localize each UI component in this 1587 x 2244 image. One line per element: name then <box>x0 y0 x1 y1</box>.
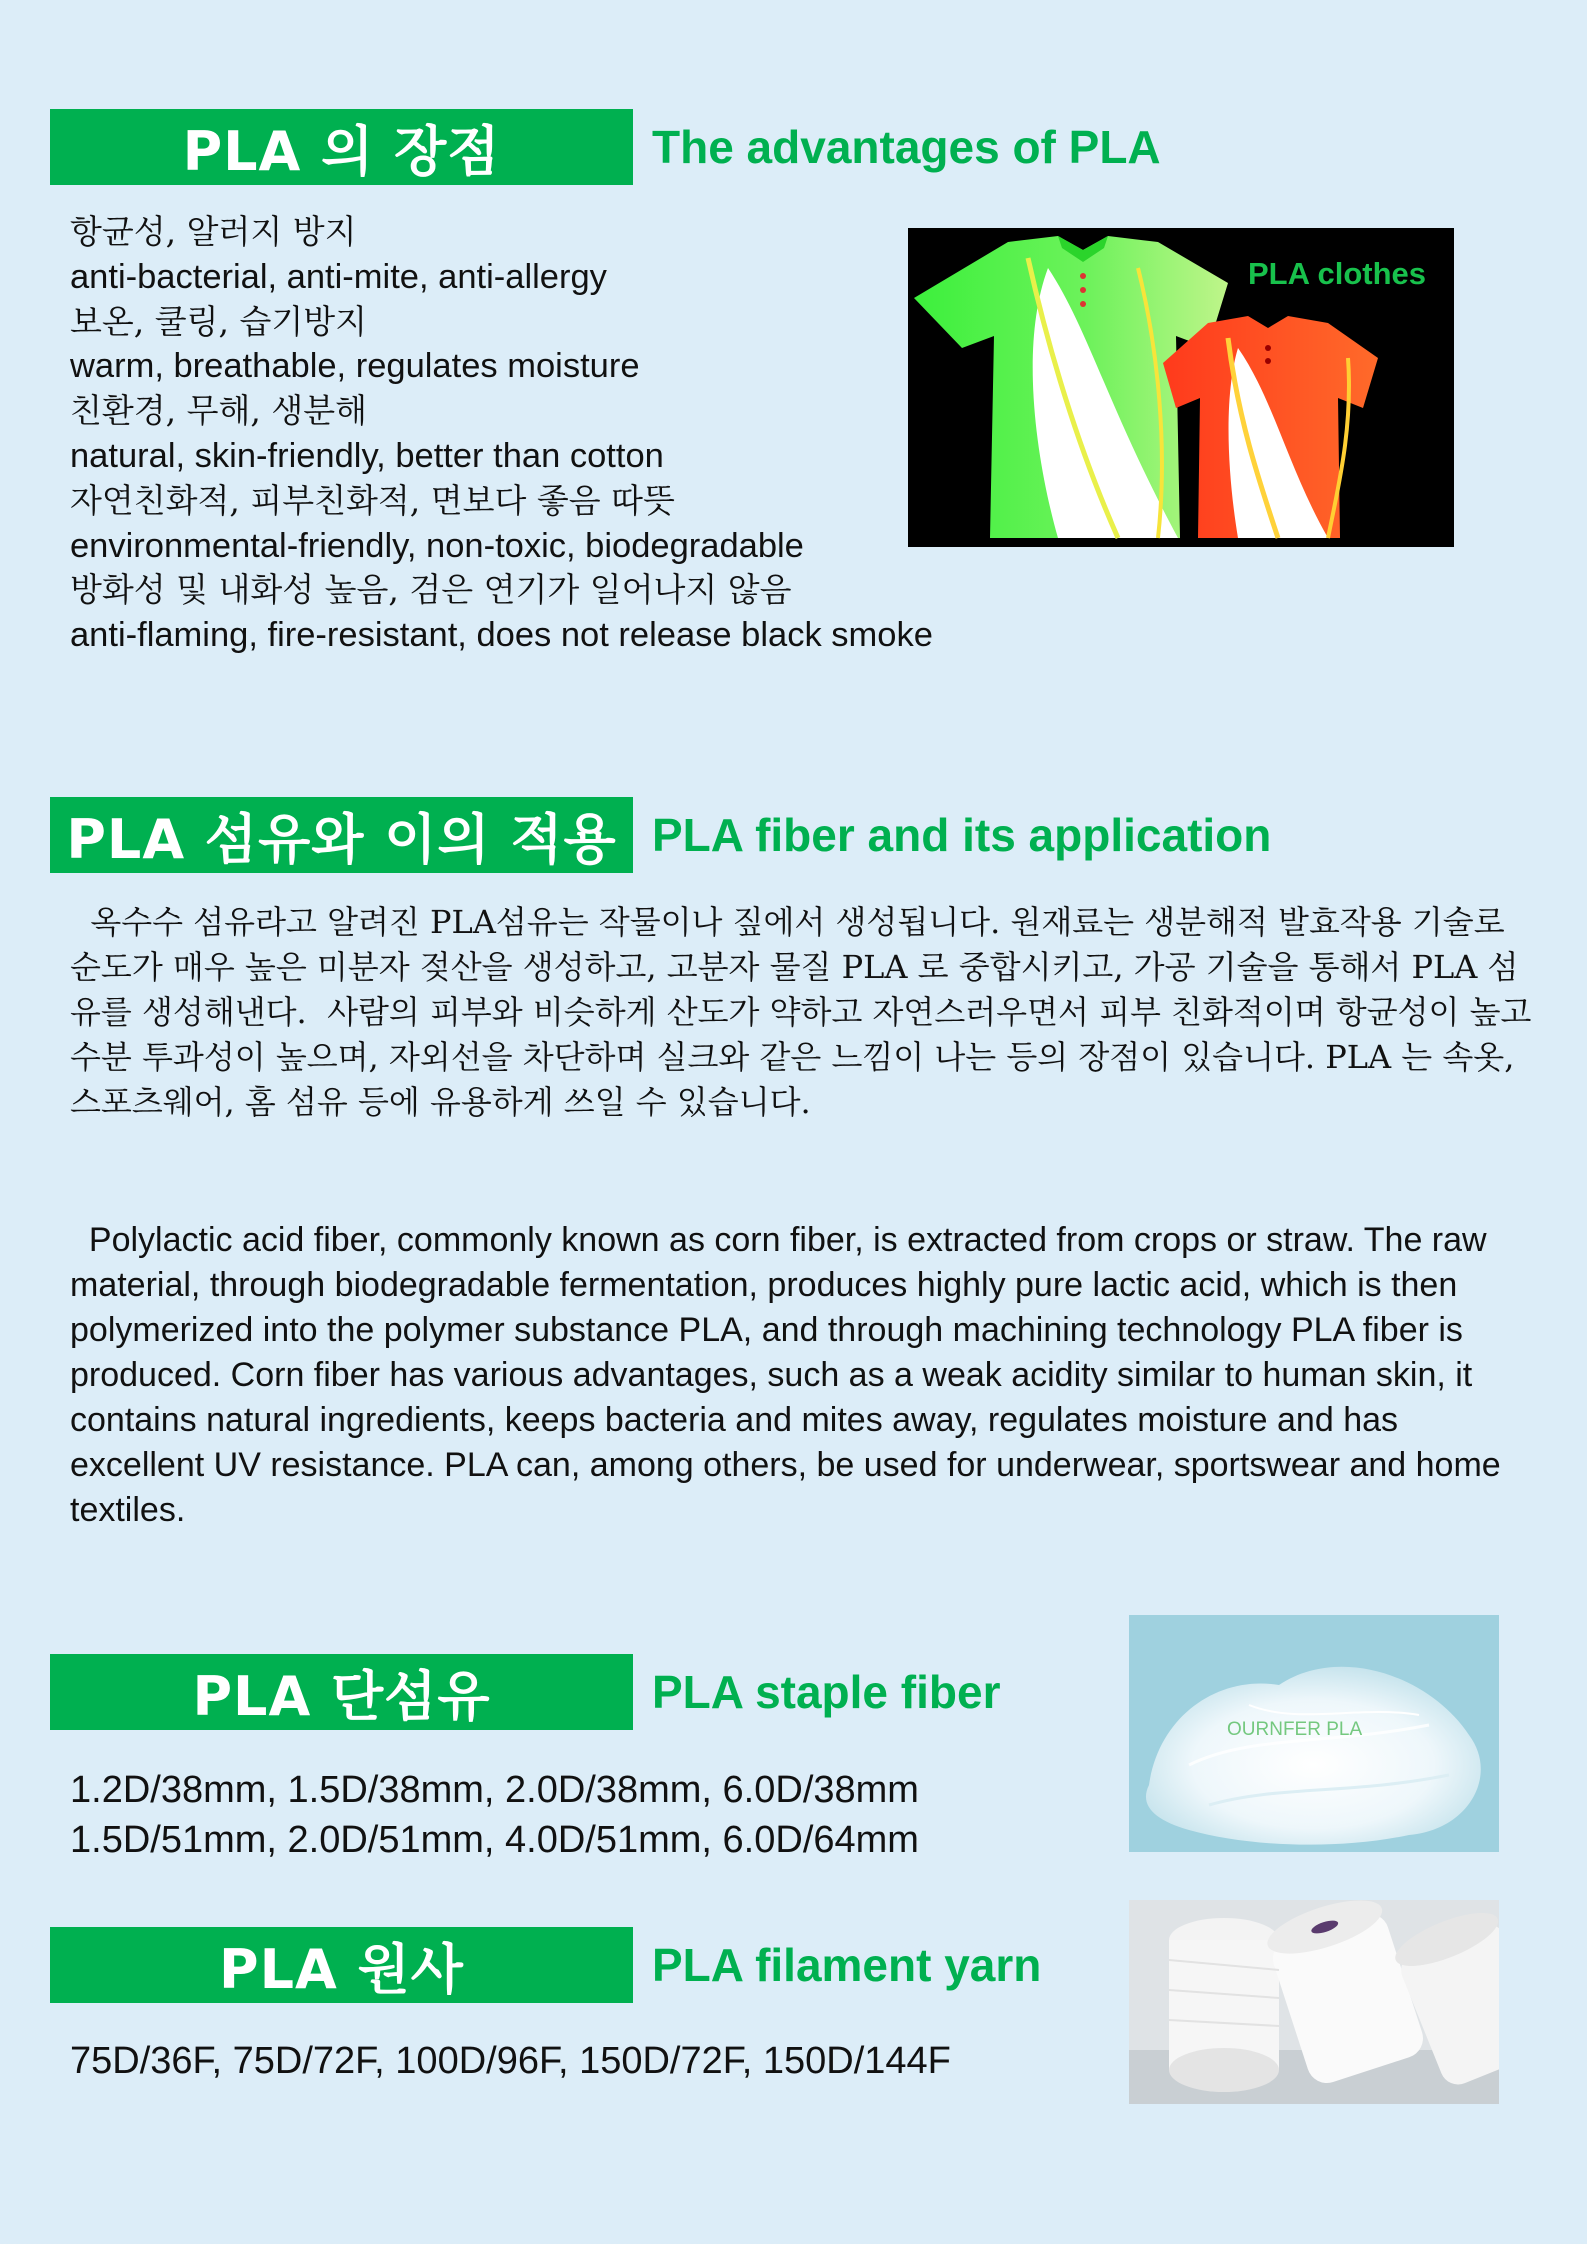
advantage-line: warm, breathable, regulates moisture <box>70 347 640 386</box>
section-fiber-header-en: PLA fiber and its application <box>652 809 1272 861</box>
advantage-line: environmental-friendly, non-toxic, biodegradable <box>70 526 804 565</box>
filament-yarn-image <box>1129 1900 1499 2104</box>
advantage-line: 방화성 및 내화성 높음, 검은 연기가 일어나지 않음 <box>70 570 792 610</box>
header-ko-text: PLA 의 장점 <box>182 119 501 183</box>
section-advantages-header-en: The advantages of PLA <box>652 121 1161 173</box>
filament-specs <box>70 2036 951 2086</box>
fiber-description-en: Polylactic acid fiber, commonly known as corn fiber, is extracted from crops or straw. The raw material, through biodegradable fermentation, produces highly pure lactic acid, which is then polymerized into the polymer substance PLA, and through machining technology PLA fiber is produced. Corn fiber has various advantages, such as a weak acidity similar to human skin, it contains natural ingredients, keeps bacteria and mites away, regulates moisture and has excellent UV resistance. PLA can, among others, be used for underwear, sportswear and home textiles. <box>70 1221 1511 1529</box>
header-ko-text: PLA 섬유와 이의 적용 <box>66 807 617 871</box>
staple-fiber-image <box>1129 1615 1499 1852</box>
advantage-line: anti-bacterial, anti-mite, anti-allergy <box>70 257 607 296</box>
fiber-description-ko: 옥수수 섬유라고 알려진 PLA섬유는 작물이나 짚에서 생성됩니다. 원재료는 생분해적 발효작용 기술로 순도가 매우 높은 미분자 젖산을 생성하고, 고분자 물질 PLA 로 중합시키고, 가공 기술을 통해서 PLA 섬유를 생성해낸다. 사람의 피부와 비슷하게 산도가 약하고 자연스러우면서 피부 친화적이며 항균성이 높고 수분 투과성이 높으며, 자외선을 차단하며 실크와 같은 느낌이 나는 등의 장점이 있습니다. PLA 는 속옷, 스포츠웨어, 홈 섬유 등에 유용하게 쓰일 수 있습니다. <box>70 903 1542 1121</box>
section-filament-header-en: PLA filament yarn <box>652 1939 1042 1991</box>
section-staple-header-ko <box>50 1654 633 1730</box>
spec-line: 1.5D/51mm, 2.0D/51mm, 4.0D/51mm, 6.0D/64mm <box>70 1819 919 1861</box>
staple-specs <box>70 1765 919 1865</box>
header-ko-text: PLA 원사 <box>219 1937 464 2001</box>
advantages-list <box>70 210 933 658</box>
section-fiber-header-ko <box>50 797 633 873</box>
section-advantages-header-ko <box>50 109 633 185</box>
spec-line: 1.2D/38mm, 1.5D/38mm, 2.0D/38mm, 6.0D/38mm <box>70 1769 919 1811</box>
advantage-line: 자연친화적, 피부친화적, 면보다 좋음 따뜻 <box>70 480 675 520</box>
image-watermark: OURNFER PLA <box>1227 1719 1363 1740</box>
spec-line: 75D/36F, 75D/72F, 100D/96F, 150D/72F, 150D/144F <box>70 2040 951 2082</box>
pla-clothes-image <box>908 228 1454 547</box>
yarn-spools-illustration <box>1129 1900 1499 2104</box>
image-caption: PLA clothes <box>1248 256 1426 291</box>
advantage-line: natural, skin-friendly, better than cotton <box>70 436 664 475</box>
advantage-line: 보온, 쿨링, 습기방지 <box>70 301 367 341</box>
header-ko-text: PLA 단섬유 <box>192 1664 491 1728</box>
advantage-line: anti-flaming, fire-resistant, does not release black smoke <box>70 616 933 655</box>
advantage-line: 친환경, 무해, 생분해 <box>70 391 367 431</box>
section-filament-header-ko <box>50 1927 633 2003</box>
advantage-line: 항균성, 알러지 방지 <box>70 212 357 251</box>
section-staple-header-en: PLA staple fiber <box>652 1666 1001 1718</box>
